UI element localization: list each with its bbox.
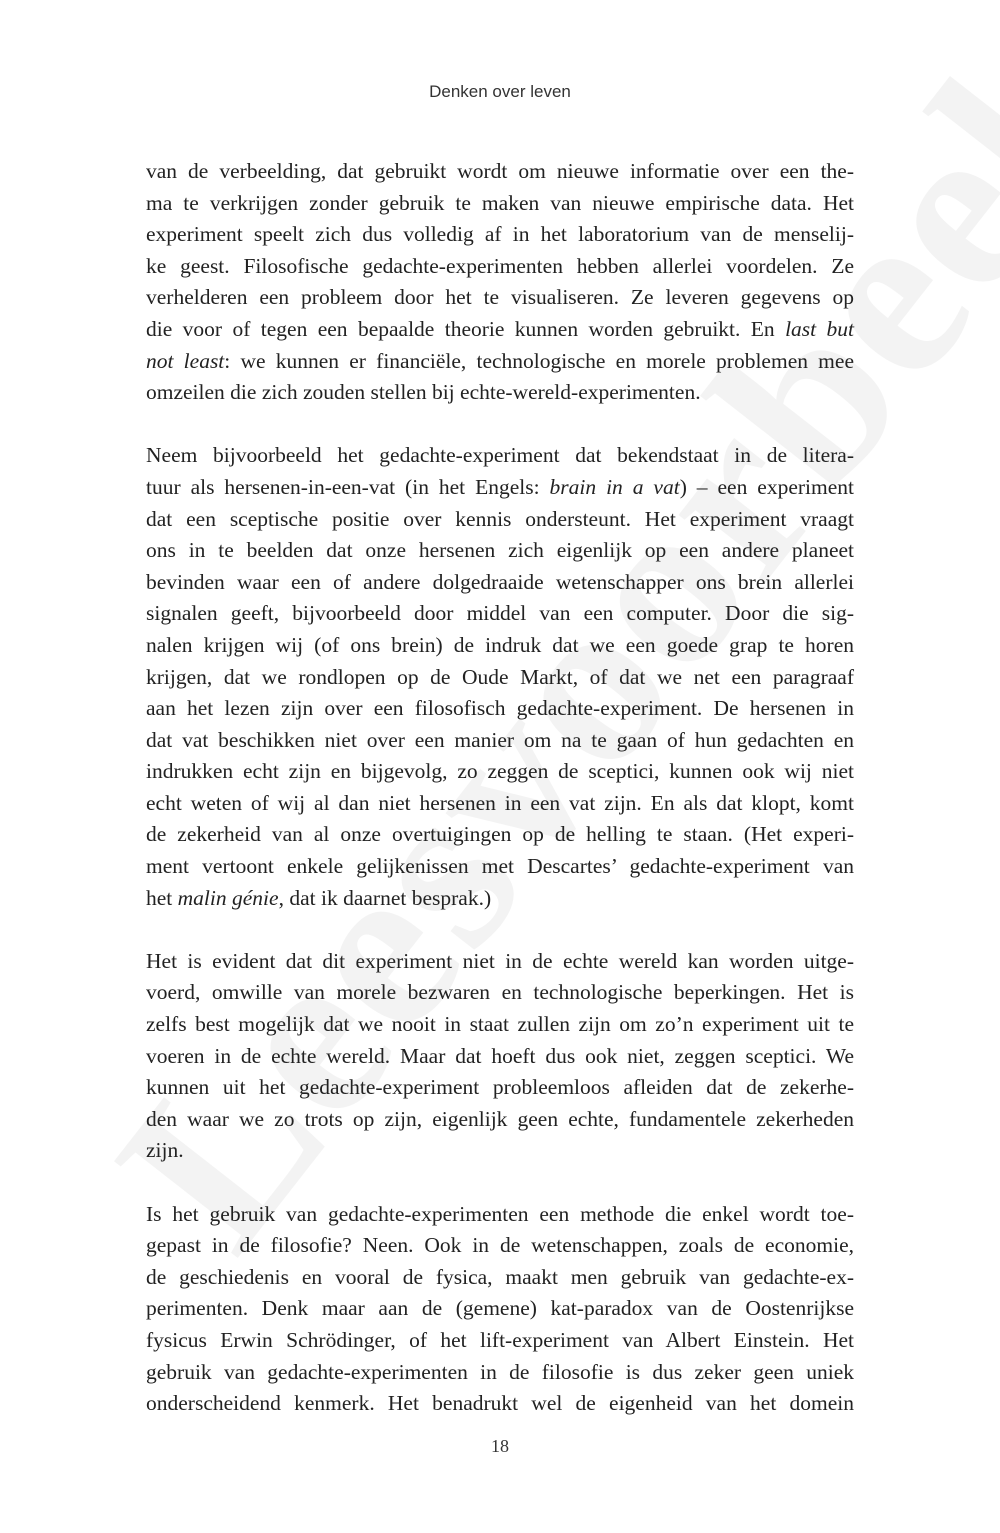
text-line [146,219,854,251]
text-run: : we kunnen er financiële, technologische en morele problemen mee [224,348,854,373]
text-line [146,440,854,472]
text-line [146,1135,854,1167]
text-run: dat een sceptische positie over kennis ondersteunt. Het experiment vraagt [146,506,854,531]
italic-text: malin génie [177,885,279,910]
text-run: de geschiedenis en vooral de fysica, maakt men gebruik van gedachte-ex- [146,1264,854,1289]
text-run: echt weten of wij al dan niet hersenen in een vat zijn. En als dat klopt, komt [146,790,854,815]
text-run: de zekerheid van al onze overtuigingen op de helling te staan. (Het experi- [146,822,854,847]
text-line [146,1293,854,1325]
text-run: zelfs best mogelijk dat we nooit in staat zullen zijn om zo’n experiment uit te [146,1012,854,1037]
text-line [146,1230,854,1262]
text-line [146,1325,854,1357]
text-line [146,630,854,662]
text-line [146,377,854,409]
text-run: het [146,885,178,910]
paragraph [146,440,854,914]
text-line [146,756,854,788]
text-run: ma te verkrijgen zonder gebruik te maken van nieuwe empirische data. Het [146,190,854,215]
text-line [146,788,854,820]
text-run: ment vertoont enkele gelijkenissen met Descartes’ gedachte-experiment van [146,854,854,879]
text-run: aan het lezen zijn over een filosofisch gedachte-experiment. De hersenen in [146,696,854,721]
text-run: krijgen, dat we rondlopen op de Oude Markt, of dat we net een paragraaf [146,664,854,689]
text-line [146,598,854,630]
text-line [146,662,854,694]
text-line [146,156,854,188]
text-line [146,1199,854,1231]
text-run: voeren in de echte wereld. Maar dat hoeft dus ook niet, zeggen sceptici. We [146,1043,854,1068]
paragraph [146,946,854,1167]
text-line [146,946,854,978]
body-text [146,156,854,1451]
text-run: tuur als hersenen-in-een-vat (in het Engels: [146,474,550,499]
paragraph [146,156,854,409]
text-line [146,819,854,851]
text-run: bevinden waar een of andere dolgedraaide wetenschapper ons brein allerlei [146,569,854,594]
italic-text: last but [785,316,854,341]
text-run: dat vat beschikken niet over een manier om na te gaan of hun gedachten en [146,727,854,752]
text-line [146,1104,854,1136]
text-run: nalen krijgen wij (of ons brein) de indruk dat we een goede grap te horen [146,632,854,657]
italic-text: not least [146,348,225,373]
text-line [146,251,854,283]
text-run: perimenten. Denk maar aan de (gemene) kat-paradox van de Oostenrijkse [146,1296,854,1321]
text-line [146,1262,854,1294]
text-line [146,1357,854,1389]
text-run: omzeilen die zich zouden stellen bij echte-wereld-experimenten. [146,380,701,405]
italic-text: brain in a vat [549,474,680,499]
text-line [146,504,854,536]
text-run: den waar we zo trots op zijn, eigenlijk geen echte, fundamentele zekerheden [146,1106,854,1131]
text-line [146,1388,854,1420]
text-run: kunnen uit het gedachte-experiment probleemloos afleiden dat de zekerhe- [146,1075,854,1100]
text-line [146,282,854,314]
text-run: van de verbeelding, dat gebruikt wordt om nieuwe informatie over een the- [146,159,854,183]
page-number: 18 [491,1436,509,1456]
text-run: indrukken echt zijn en bijgevolg, zo zeggen de sceptici, kunnen ook wij niet [146,759,854,784]
text-run: die voor of tegen een bepaalde theorie kunnen worden gebruikt. En [146,316,786,341]
running-head: Denken over leven [429,82,571,101]
text-line [146,346,854,378]
text-line [146,883,854,915]
text-line [146,314,854,346]
text-line [146,851,854,883]
text-run: gebruik van gedachte-experimenten in de filosofie is dus zeker geen uniek [146,1359,854,1384]
text-line [146,693,854,725]
text-run: fysicus Erwin Schrödinger, of het lift-experiment van Albert Einstein. Het [146,1327,854,1352]
text-run: gepast in de filosofie? Neen. Ook in de wetenschappen, zoals de economie, [146,1233,854,1258]
text-run: voerd, omwille van morele bezwaren en technologische beperkingen. Het is [146,980,854,1005]
text-run: ) – een experiment [679,474,854,499]
text-run: onderscheidend kenmerk. Het benadrukt wel de eigenheid van het domein [146,1391,854,1416]
text-line [146,567,854,599]
text-line [146,1009,854,1041]
text-line [146,535,854,567]
text-run: Neem bijvoorbeeld het gedachte-experiment dat bekendstaat in de litera- [146,443,854,468]
text-run: Het is evident dat dit experiment niet in de echte wereld kan worden uitge- [146,948,854,973]
text-run: Is het gebruik van gedachte-experimenten een methode die enkel wordt toe- [146,1201,854,1226]
text-line [146,1041,854,1073]
text-run: , dat ik daarnet besprak.) [278,885,492,910]
text-line [146,188,854,220]
text-line [146,725,854,757]
text-run: verhelderen een probleem door het te visualiseren. Ze leveren gegevens op [146,285,854,310]
text-line [146,472,854,504]
text-run: ke geest. Filosofische gedachte-experimenten hebben allerlei voordelen. Ze [146,253,854,278]
paragraph [146,1199,854,1420]
text-line [146,977,854,1009]
text-run: experiment speelt zich dus volledig af in het laboratorium van de menselij- [146,222,854,247]
text-run: ons in te beelden dat onze hersenen zich eigenlijk op een andere planeet [146,538,854,563]
text-line [146,1072,854,1104]
text-run: signalen geeft, bijvoorbeeld door middel van een computer. Door die sig- [146,601,854,626]
text-run: zijn. [146,1138,184,1163]
